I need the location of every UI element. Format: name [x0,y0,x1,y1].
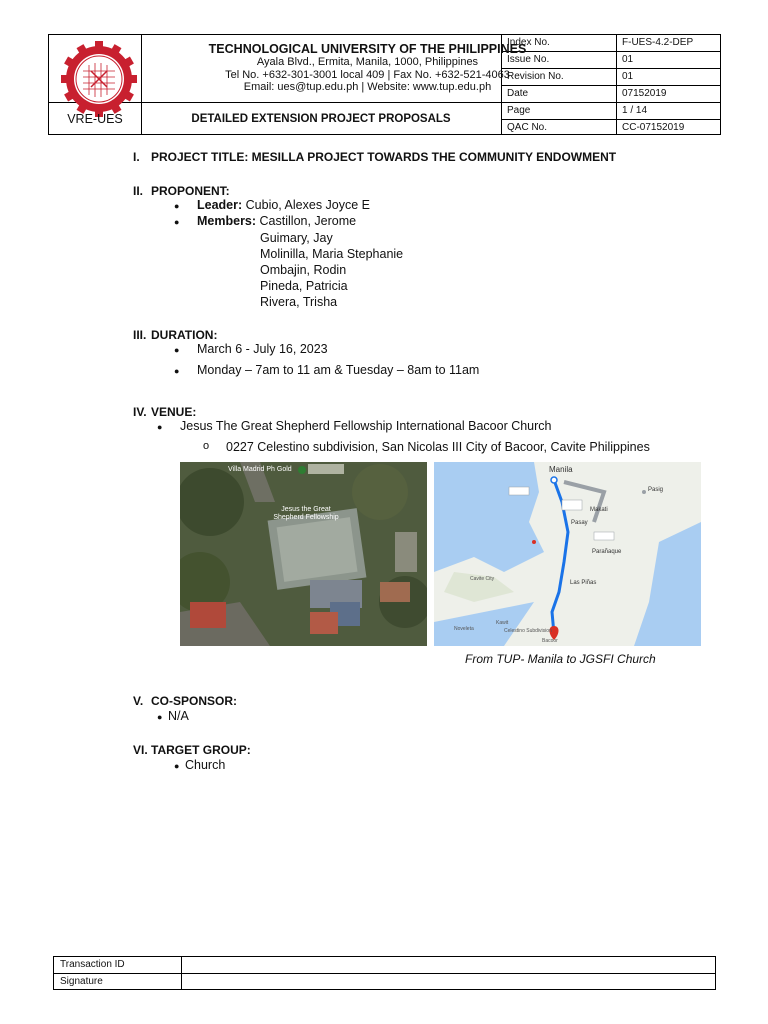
section-number: II. [133,184,144,198]
map-label-kawit: Kawit [496,620,509,626]
member-name: Rivera, Trisha [260,295,338,309]
map-label-manila: Manila [549,465,573,474]
code-label: Date [507,88,529,99]
bullet-icon: ● [174,761,180,771]
section-number: III. [133,328,147,342]
project-title: PROJECT TITLE: MESILLA PROJECT TOWARDS THE COMMUNITY ENDOWMENT [151,150,617,164]
university-email-website: Email: ues@tup.edu.ph | Website: www.tup.edu.ph [243,81,492,93]
sub-bullet-icon: o [203,440,210,452]
code-row-line [501,102,720,103]
signature-row [54,974,715,991]
code-label: Page [507,105,531,116]
transaction-row [54,957,715,974]
map-label-celestino: Celestino Subdivision [504,628,552,634]
map-label-makati: Makati [590,507,608,513]
university-address: Ayala Blvd., Ermita, Manila, 1000, Philippines [256,56,479,68]
map-label-noveleta: Noveleta [454,626,474,632]
photo-church-label: Jesus the Great Shepherd Fellowship [273,506,339,521]
map-label-bacoor: Bacoor [542,638,558,644]
section-number: I. [133,150,140,164]
bullet-icon: ● [157,422,163,432]
office-code: VRE-UES [67,112,123,126]
venue-address: 0227 Celestino subdivision, San Nicolas III City of Bacoor, Cavite Philippines [226,440,650,454]
member-name: Pineda, Patricia [260,279,348,293]
map-label-pasig: Pasig [648,487,664,493]
code-value: 01 [622,54,634,65]
map-label-pasay: Pasay [571,520,588,526]
section-heading-proponent: PROPONENT: [151,184,230,198]
duration-schedule: Monday – 7am to 11 am & Tuesday – 8am to 11am [197,363,480,377]
code-value: 07152019 [622,88,667,99]
leader-line [197,198,370,212]
code-label: Issue No. [507,54,550,65]
section-number: IV. [133,405,147,419]
section-number: V. [133,694,144,708]
map-label-paranaque: Parañaque [592,549,622,555]
map-label-las-pinas: Las Piñas [570,580,597,586]
members-line [197,214,356,228]
cosponsor-value: N/A [168,709,189,723]
route-map [434,462,701,646]
venue-name: Jesus The Great Shepherd Fellowship International Bacoor Church [180,419,552,433]
code-value: 1 / 14 [622,105,648,116]
route-start-icon [551,477,557,483]
member-name: Molinilla, Maria Stephanie [260,247,404,261]
members-label: Members: [197,214,257,228]
location-pin-icon [298,466,306,474]
document-title: DETAILED EXTENSION PROJECT PROPOSALS [191,113,451,125]
section-number: VI. [133,743,148,757]
code-value: F-UES-4.2-DEP [622,37,694,48]
venue-satellite-photo [180,462,427,646]
leader-label: Leader: [197,198,243,212]
section-heading-duration: DURATION: [151,328,218,342]
code-label: Index No. [507,37,550,48]
section-heading-venue: VENUE: [151,405,197,419]
duration-dates: March 6 - July 16, 2023 [197,342,328,356]
bullet-icon: ● [174,217,180,227]
member-name: Guimary, Jay [260,231,333,245]
transaction-id-label: Transaction ID [60,959,125,970]
code-value: CC-07152019 [622,122,685,133]
target-group-value: Church [185,758,226,772]
bullet-icon: ● [174,345,180,355]
leader-name: Cubio, Alexes Joyce E [245,198,371,212]
satellite-image [180,462,427,646]
document-header-table [48,34,721,135]
code-row-line [501,119,720,120]
code-label: QAC No. [507,122,548,133]
footer-signature-table [53,956,716,990]
map-caption: From TUP- Manila to JGSFI Church [465,652,656,666]
university-name: TECHNOLOGICAL UNIVERSITY OF THE PHILIPPINES [208,42,527,56]
university-contact: Tel No. +632-301-3001 local 409 | Fax No. +632-521-4063 [225,69,510,81]
section-heading-target-group: TARGET GROUP: [151,743,251,757]
signature-label: Signature [60,976,103,987]
bullet-icon: ● [174,201,180,211]
code-label: Revision No. [507,71,564,82]
bullet-icon: ● [174,366,180,376]
member-name: Ombajin, Rodin [260,263,347,277]
section-heading-cosponsor: CO-SPONSOR: [151,694,238,708]
bullet-icon: ● [157,712,163,722]
photo-top-label: Villa Madrid Ph Gold [228,466,292,473]
member-name: Castillon, Jerome [259,214,357,228]
map-label-cavite-city: Cavite City [470,576,495,582]
code-value: 01 [622,71,634,82]
